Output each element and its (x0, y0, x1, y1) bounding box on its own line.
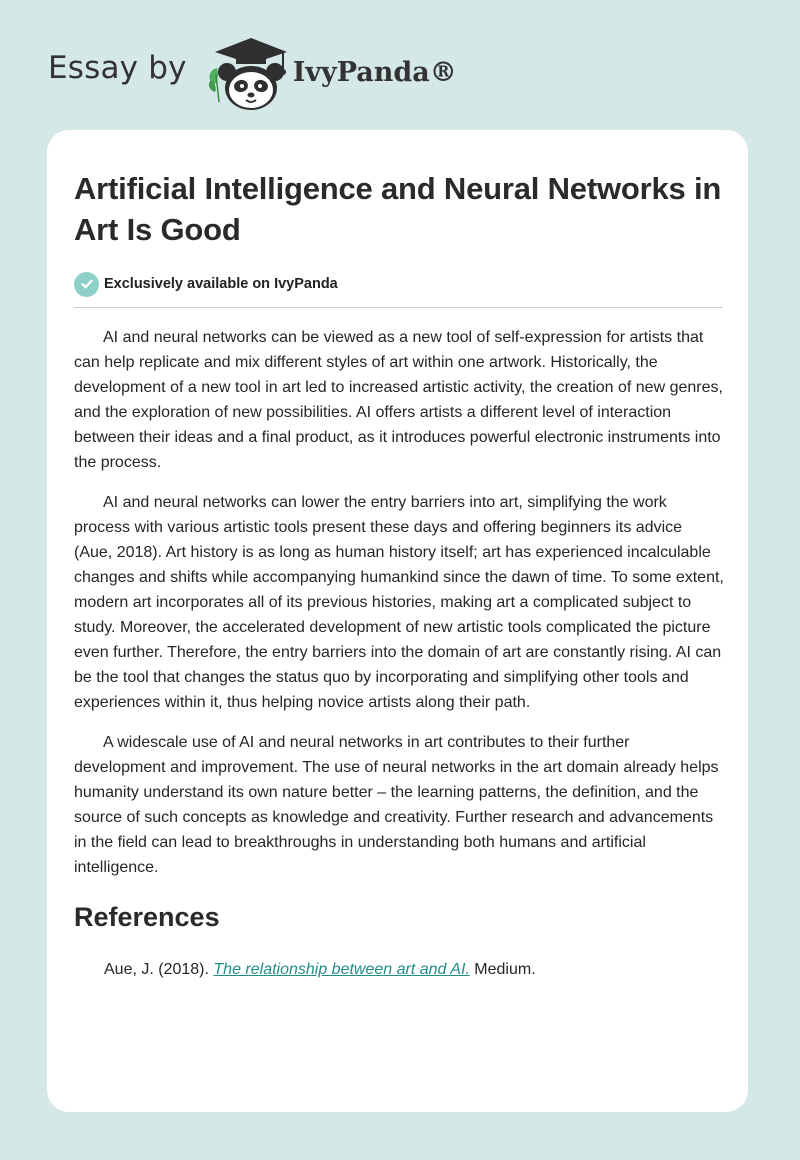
essay-card (47, 130, 748, 1112)
reference-link[interactable]: The relationship between art and AI. (213, 961, 470, 978)
exclusive-badge (74, 271, 724, 297)
check-circle-icon (74, 272, 99, 297)
essay-by-label: Essay by (48, 50, 187, 86)
site-header (48, 34, 457, 114)
panda-logo-icon[interactable] (203, 34, 291, 114)
references-heading: References (74, 902, 220, 932)
reference-prefix: Aue, J. (2018). (104, 961, 214, 978)
paragraph: AI and neural networks can lower the entry barriers into art, simplifying the work process with various artistic tools present these days and offering beginners its advice (Aue, 2018). Art history is as long as human history itself; art has experienced incalculable changes and shifts while accompanying humankind since the dawn of time. To some extent, modern art incorporates all of its previous histories, making art a complicated subject to study. Moreover, the accelerated development of new artistic tools complicated the picture even further. Therefore, the entry barriers into the domain of art are constantly rising. AI can be the tool that changes the status quo by incorporating and simplifying other tools and experiences within it, thus helping novice artists along their path. (74, 494, 724, 711)
essay-content (74, 168, 724, 982)
essay-title: Artificial Intelligence and Neural Networks in Art Is Good (74, 171, 722, 247)
leaf-icon (209, 68, 219, 102)
reference-entry (74, 957, 724, 982)
divider (74, 307, 723, 308)
paragraph: A widescale use of AI and neural networks in art contributes to their further development and improvement. The use of neural networks in the art domain already helps humanity understand its own nature better – the learning patterns, the definition, and the source of such concepts as knowledge and creativity. Further research and advancements in the field can lead to breakthroughs in understanding both humans and artificial intelligence. (74, 734, 719, 876)
essay-body (74, 325, 724, 880)
ivypanda-brand-name[interactable]: IvyPanda® (292, 56, 457, 88)
exclusive-label: Exclusively available on IvyPanda (104, 276, 338, 292)
paragraph: AI and neural networks can be viewed as a new tool of self-expression for artists that can help replicate and mix different styles of art within one artwork. Historically, the development of a new tool in art led to increased artistic activity, the creation of new genres, and the exploration of new possibilities. AI offers artists a different level of interaction between their ideas and a final product, as it introduces powerful electronic instruments into the process. (74, 329, 723, 471)
reference-suffix: Medium. (469, 961, 536, 978)
